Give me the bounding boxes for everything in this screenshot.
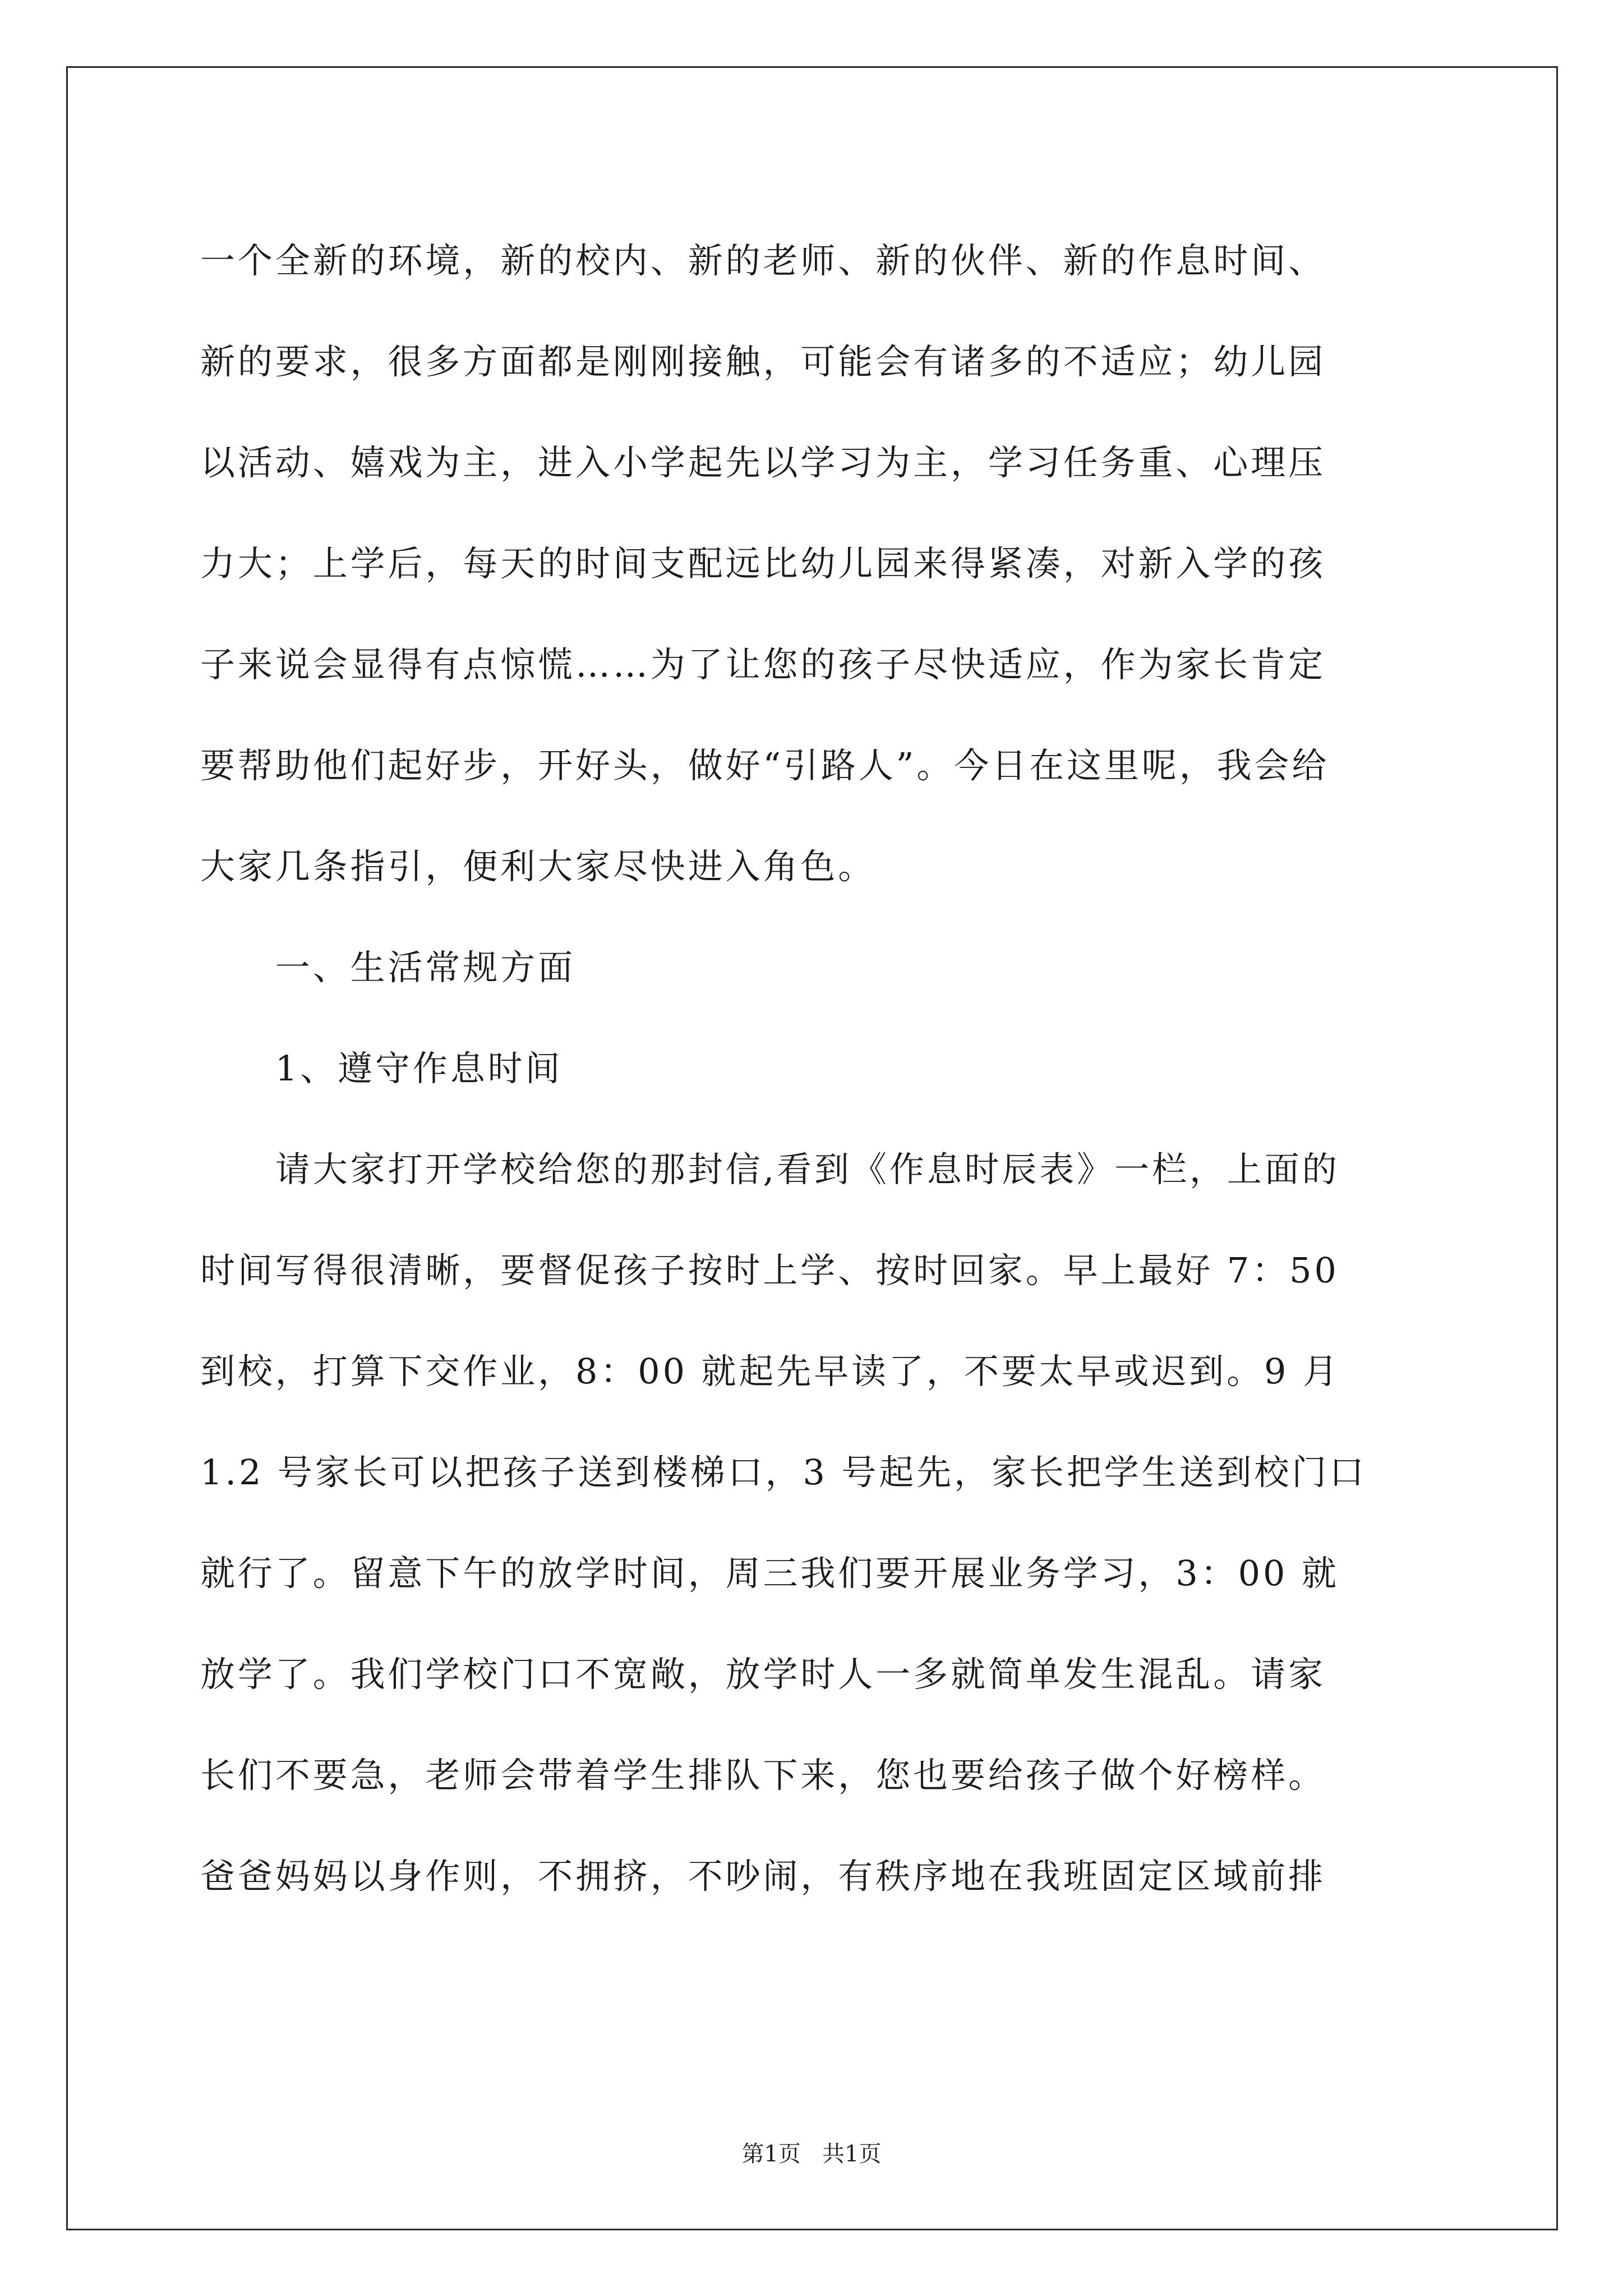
text-line: 请大家打开学校给您的那封信,看到《作息时辰表》一栏，上面的 <box>200 1149 1340 1190</box>
text-line: 以活动、嬉戏为主，进入小学起先以学习为主，学习任务重、心理压 <box>200 442 1326 483</box>
text-line: 新的要求，很多方面都是刚刚接触，可能会有诸多的不适应；幼儿园 <box>200 341 1326 382</box>
document-body <box>200 210 1428 1927</box>
text-line: 力大；上学后，每天的时间支配远比幼儿园来得紧凑，对新入学的孩 <box>200 543 1326 584</box>
text-line: 到校，打算下交作业，8：00 就起先早读了，不要太早或迟到。9 月 <box>200 1351 1340 1392</box>
text-line: 时间写得很清晰，要督促孩子按时上学、按时回家。早上最好 7：50 <box>200 1250 1339 1291</box>
text-line: 大家几条指引，便利大家尽快进入角色。 <box>200 846 876 887</box>
text-line: 放学了。我们学校门口不宽敞，放学时人一多就简单发生混乱。请家 <box>200 1654 1326 1695</box>
text-line: 子来说会显得有点惊慌……为了让您的孩子尽快适应，作为家长肯定 <box>200 644 1326 685</box>
text-line: 爸爸妈妈以身作则，不拥挤，不吵闹，有秩序地在我班固定区域前排 <box>200 1856 1326 1897</box>
text-line: 就行了。留意下午的放学时间，周三我们要开展业务学习，3：00 就 <box>200 1553 1339 1594</box>
subsection-heading: 1、遵守作息时间 <box>200 1048 563 1089</box>
section-heading: 一、生活常规方面 <box>200 947 576 988</box>
text-line: 一个全新的环境，新的校内、新的老师、新的伙伴、新的作息时间、 <box>200 240 1326 281</box>
text-line: 1.2 号家长可以把孩子送到楼梯口，3 号起先，家长把学生送到校门口 <box>200 1452 1367 1493</box>
text-line: 长们不要急，老师会带着学生排队下来，您也要给孩子做个好榜样。 <box>200 1755 1326 1796</box>
text-line: 要帮助他们起好步，开好头，做好“引路人”。今日在这里呢，我会给 <box>200 745 1330 786</box>
page-number-footer: 第1页 共1页 <box>741 2141 882 2167</box>
